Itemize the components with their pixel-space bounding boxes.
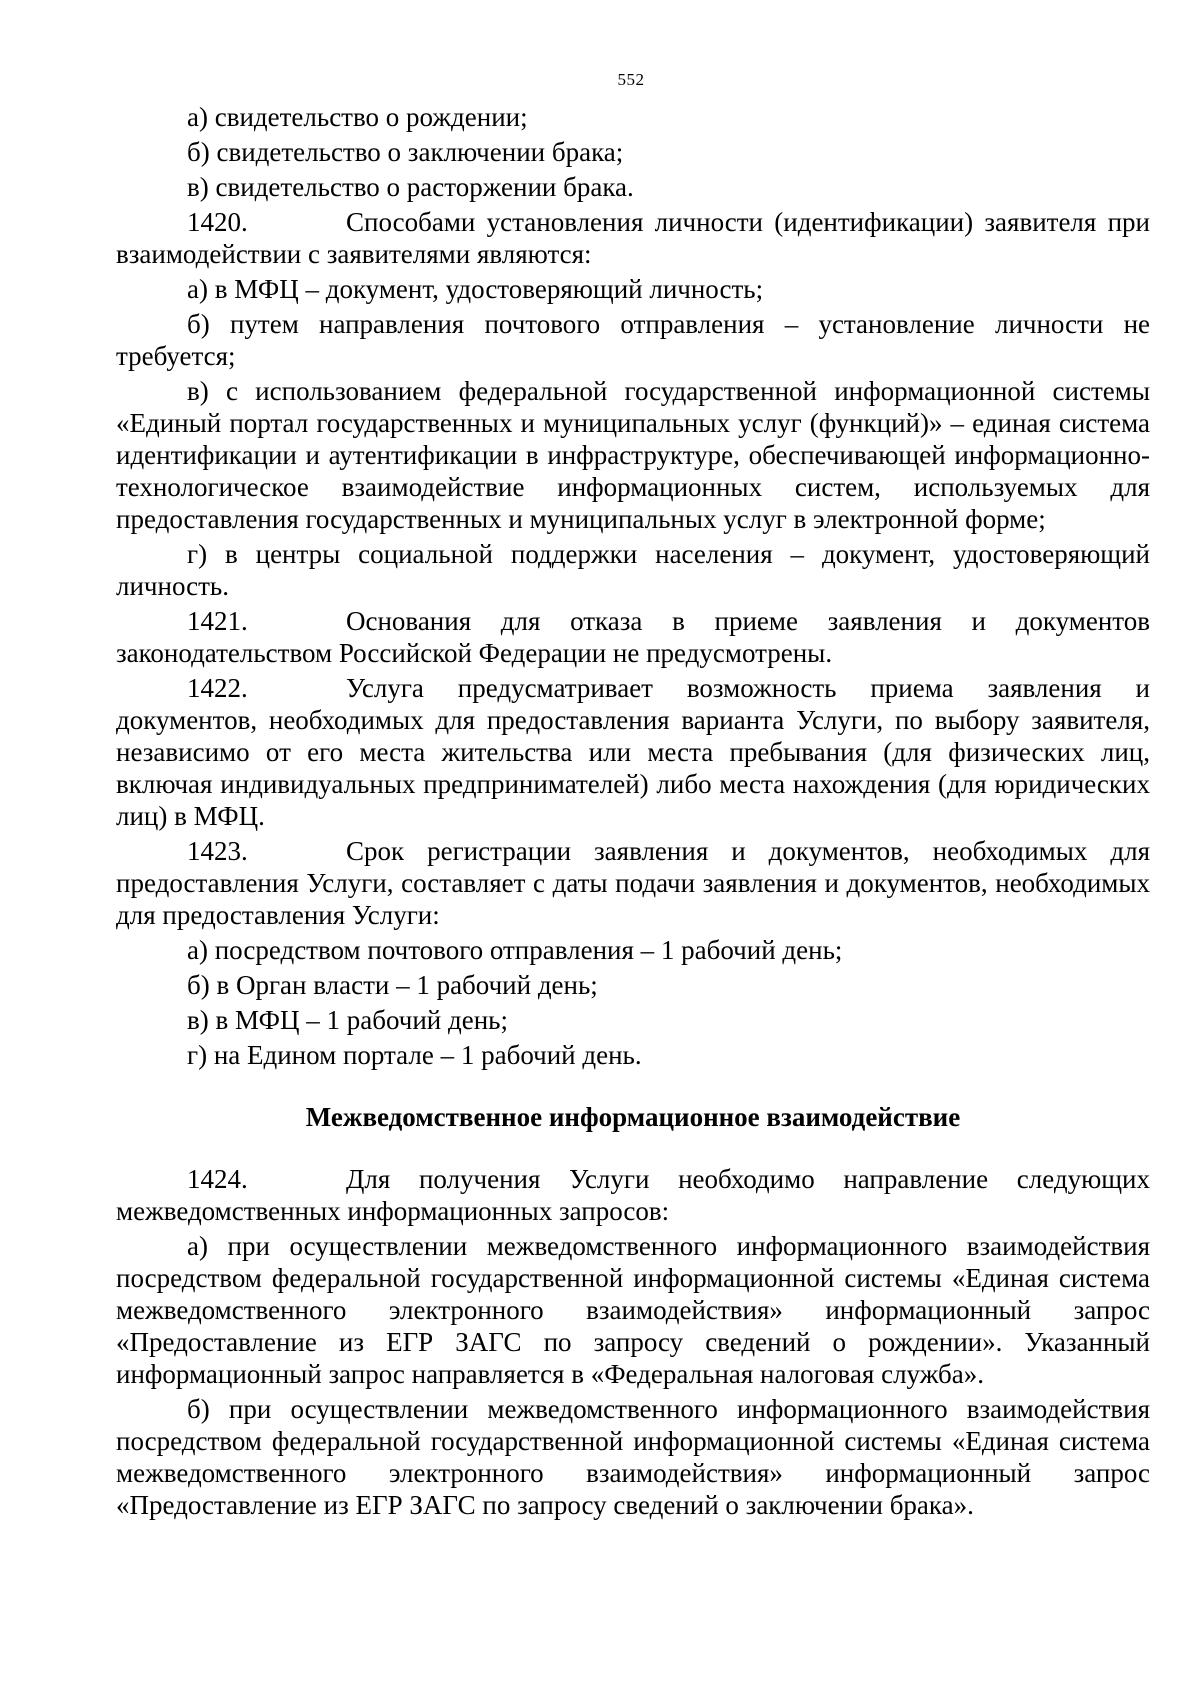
paragraphs-bottom: [116, 1163, 1150, 1521]
numbered-paragraph: [116, 672, 1150, 832]
list-item: в) с использованием федеральной государственной информационной системы «Единый портал государственных и муниципальных услуг (функций)» – единая система идентификации и аутентификации в инфраструктуре, обеспечивающей информационно-технологическое взаимодействие информационных систем, используемых для предоставления государственных и муниципальных услуг в электронной форме;: [116, 376, 1150, 534]
list-item: г) на Едином портале – 1 рабочий день.: [187, 1040, 642, 1070]
list-item: в) свидетельство о расторжении брака.: [187, 172, 634, 202]
section-heading: Межведомственное информационное взаимодействие: [305, 1102, 961, 1132]
numbered-paragraph: [116, 1163, 1150, 1227]
paragraph-text: Срок регистрации заявления и документов, необходимых для предоставления Услуги, составляет с даты подачи заявления и документов, необходимых для предоставления Услуги:: [116, 836, 1150, 930]
document-body: [116, 101, 1150, 1521]
paragraph-text: Услуга предусматривает возможность приема заявления и документов, необходимых для предоставления варианта Услуги, по выбору заявителя, независимо от его места жительства или места пребывания (для физических лиц, включая индивидуальных предпринимателей) либо места нахождения (для юридических лиц) в МФЦ.: [116, 673, 1150, 831]
list-item: а) свидетельство о рождении;: [187, 102, 528, 132]
numbered-paragraph: [116, 605, 1150, 669]
list-item: б) в Орган власти – 1 рабочий день;: [187, 970, 598, 1000]
paragraph-text: Для получения Услуги необходимо направление следующих межведомственных информационных запросов:: [116, 1164, 1150, 1226]
paragraph-text: Способами установления личности (идентификации) заявителя при взаимодействии с заявителями являются:: [116, 207, 1150, 269]
list-item: б) свидетельство о заключении брака;: [187, 137, 624, 167]
list-item: а) при осуществлении межведомственного информационного взаимодействия посредством федеральной государственной информационной системы «Единая система межведомственного электронного взаимодействия» информационный запрос «Предоставление из ЕГР ЗАГС по запросу сведений о рождении». Указанный информационный запрос направляется в «Федеральная налоговая служба».: [116, 1231, 1150, 1389]
paragraph-number: 1421.: [187, 606, 248, 636]
list-item: б) при осуществлении межведомственного информационного взаимодействия посредством федеральной государственной информационной системы «Единая система межведомственного электронного взаимодействия» информационный запрос «Предоставление из ЕГР ЗАГС по запросу сведений о заключении брака».: [116, 1394, 1150, 1520]
list-item: б) путем направления почтового отправления – установление личности не требуется;: [116, 309, 1150, 371]
paragraph-number: 1423.: [187, 836, 248, 866]
numbered-paragraph: [116, 206, 1150, 270]
paragraphs-top: [116, 101, 1150, 1071]
paragraph-number: 1424.: [187, 1164, 248, 1194]
list-item: а) в МФЦ – документ, удостоверяющий личность;: [187, 274, 764, 304]
list-item: в) в МФЦ – 1 рабочий день;: [187, 1005, 508, 1035]
list-item: г) в центры социальной поддержки населения – документ, удостоверяющий личность.: [116, 539, 1150, 601]
numbered-paragraph: [116, 835, 1150, 931]
list-item: а) посредством почтового отправления – 1 рабочий день;: [187, 935, 843, 965]
paragraph-number: 1422.: [187, 673, 248, 703]
paragraph-number: 1420.: [187, 207, 248, 237]
page-number: 552: [617, 70, 645, 89]
paragraph-text: Основания для отказа в приеме заявления и документов законодательством Российской Федерации не предусмотрены.: [116, 606, 1150, 668]
